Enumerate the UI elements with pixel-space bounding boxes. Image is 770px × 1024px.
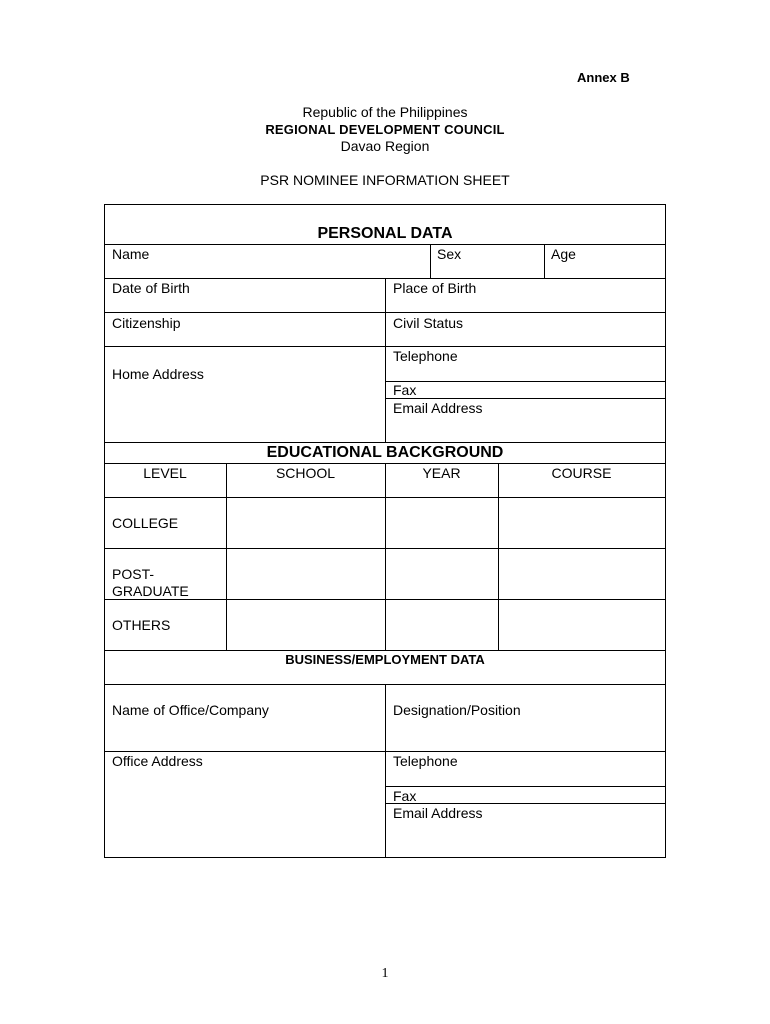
column-header: SCHOOL bbox=[275, 465, 336, 481]
college-label: COLLEGE bbox=[112, 515, 179, 531]
column-header: COURSE bbox=[551, 465, 612, 481]
column-header: YEAR bbox=[422, 465, 461, 481]
office-name-label: Name of Office/Company bbox=[112, 702, 269, 718]
office-fax-label: Fax bbox=[393, 788, 417, 804]
sex-label: Sex bbox=[437, 246, 462, 262]
pob-label: Place of Birth bbox=[393, 280, 477, 296]
citizenship-label: Citizenship bbox=[112, 315, 181, 331]
personal-data-title: PERSONAL DATA bbox=[317, 225, 453, 242]
name-label: Name bbox=[112, 246, 150, 262]
sheet-title: PSR NOMINEE INFORMATION SHEET bbox=[260, 172, 510, 188]
civil-status-label: Civil Status bbox=[393, 315, 464, 331]
others-label: OTHERS bbox=[112, 617, 171, 633]
header-council: REGIONAL DEVELOPMENT COUNCIL bbox=[265, 122, 505, 137]
education-title: EDUCATIONAL BACKGROUND bbox=[266, 444, 504, 461]
designation-label: Designation/Position bbox=[393, 702, 521, 718]
office-address-label: Office Address bbox=[112, 753, 203, 769]
annex-label: Annex B bbox=[577, 70, 630, 85]
office-telephone-label: Telephone bbox=[393, 753, 458, 769]
header-republic: Republic of the Philippines bbox=[302, 104, 468, 120]
post-graduate-label-1: POST- bbox=[112, 566, 155, 582]
business-title: BUSINESS/EMPLOYMENT DATA bbox=[285, 652, 485, 667]
header-region: Davao Region bbox=[340, 138, 430, 154]
age-label: Age bbox=[551, 246, 576, 262]
dob-label: Date of Birth bbox=[112, 280, 190, 296]
fax-label: Fax bbox=[393, 382, 417, 398]
post-graduate-label-2: GRADUATE bbox=[112, 583, 189, 599]
column-header: LEVEL bbox=[143, 465, 187, 481]
telephone-label: Telephone bbox=[393, 348, 458, 364]
email-label: Email Address bbox=[393, 400, 483, 416]
office-email-label: Email Address bbox=[393, 805, 483, 821]
page-number: 1 bbox=[381, 966, 389, 981]
home-address-label: Home Address bbox=[112, 366, 204, 382]
